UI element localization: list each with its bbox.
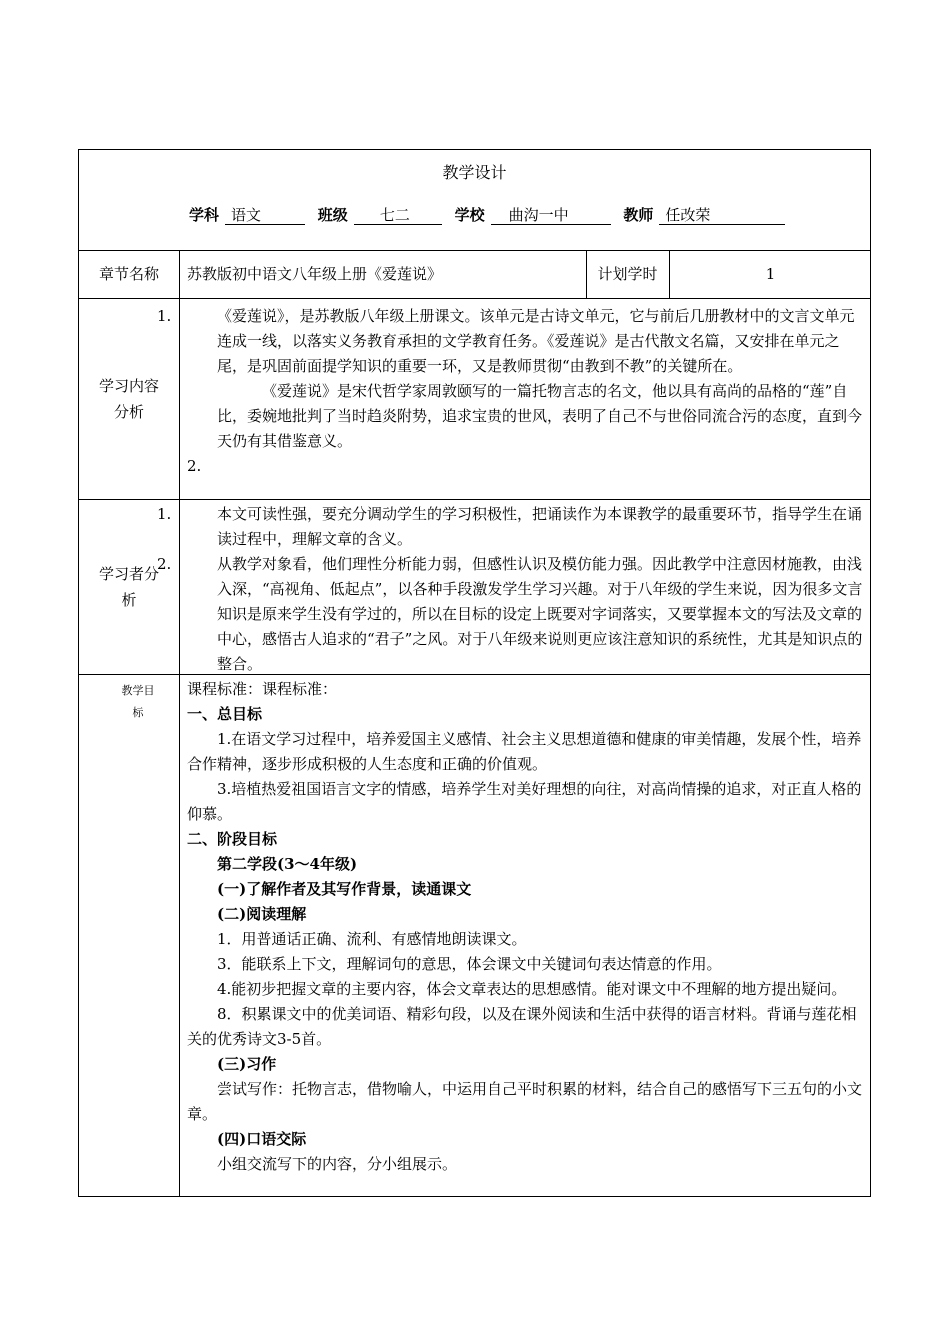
subsection-writing: (三)习作 [217, 1055, 277, 1073]
item-number: 2. [157, 555, 172, 573]
lesson-plan-table [78, 149, 871, 1197]
hours-label: 计划学时 [597, 265, 658, 283]
learner-analysis-label: 学习者分析 [98, 564, 159, 609]
subject-label: 学科 [189, 206, 220, 224]
oral-goal: 小组交流写下的内容，分小组展示。 [217, 1155, 458, 1173]
content-analysis-body [157, 304, 867, 479]
row-divider [79, 298, 870, 299]
content-item-2 [187, 454, 867, 479]
header-meta [189, 204, 793, 225]
content-item-1 [157, 304, 867, 379]
subsection-author-background: (一)了解作者及其写作背景，读通课文 [217, 880, 472, 898]
section-heading-stage: 二、阶段目标 [187, 830, 278, 848]
subsection-oral: (四)口语交际 [217, 1130, 307, 1148]
subject-value: 语文 [225, 206, 305, 225]
class-label: 班级 [317, 206, 348, 224]
writing-goal: 尝试写作：托物言志，借物喻人，中运用自己平时积累的材料，结合自己的感悟写下三五句的小文章。 [187, 1080, 863, 1123]
item-number: 1. [157, 307, 172, 325]
learner-item-1 [157, 502, 867, 552]
teacher-value: 任改荣 [659, 206, 785, 225]
page-title: 教学设计 [442, 163, 507, 182]
reading-goal-1: 1．用普通话正确、流利、有感情地朗读课文。 [217, 930, 527, 948]
item-number: 1. [157, 505, 172, 523]
learner-paragraph-2: 从教学对象看，他们理性分析能力弱，但感性认识及模仿能力强。因此教学中注意因材施教，由浅入深，“高视角、低起点”，以各种手段激发学生学习兴趣。对于八年级的学生来说，因为很多文言知识是原来学生没有学过的，所以在目标的设定上既要对字词落实，又要掌握本文的写法及文章的中心，感悟古人追求的“君子”之风。对于八年级来说则更应该注意知识的系统性，尤其是知识点的整合。 [217, 555, 863, 673]
reading-goal-3: 3．能联系上下文，理解词句的意思，体会课文中关键词句表达情意的作用。 [217, 955, 722, 973]
row-divider [79, 499, 870, 500]
teacher-label: 教师 [623, 206, 654, 224]
learner-analysis-body [157, 502, 867, 677]
content-paragraph-2: 《爱莲说》是宋代哲学家周敦颐写的一篇托物言志的名文，他以具有高尚的品格的“莲”自比，委婉地批判了当时趋炎附势，追求宝贵的世风，表明了自己不与世俗同流合污的态度，直到今天仍有其借鉴意义。 [217, 382, 863, 450]
stage-title: 第二学段(3～4年级) [217, 855, 358, 873]
chapter-value: 苏教版初中语文八年级上册《爱莲说》 [187, 265, 443, 283]
goal-3: 3.培植热爱祖国语言文字的情感，培养学生对美好理想的向往，对高尚情操的追求，对正直人格的仰慕。 [187, 780, 862, 823]
learner-item-2 [157, 552, 867, 677]
goal-1: 1.在语文学习过程中，培养爱国主义感情、社会主义思想道德和健康的审美情趣，发展个性，培养合作精神，逐步形成积极的人生态度和正确的价值观。 [187, 730, 862, 773]
school-value: 曲沟一中 [491, 206, 611, 225]
subsection-reading: (二)阅读理解 [217, 905, 307, 923]
curriculum-standard: 课程标准：课程标准： [187, 680, 338, 698]
objectives-body [187, 677, 867, 1177]
reading-goal-8: 8．积累课文中的优美词语、精彩句段，以及在课外阅读和生活中获得的语言材料。背诵与莲花相关的优秀诗文3-5首。 [187, 1005, 857, 1048]
school-label: 学校 [454, 206, 485, 224]
chapter-label: 章节名称 [98, 265, 159, 283]
content-paragraph-1: 《爱莲说》，是苏教版八年级上册课文。该单元是古诗文单元，它与前后几册教材中的文言文单元连成一线，以落实义务教育承担的文学教育任务。《爱莲说》是古代散文名篇，又安排在单元之尾，是巩固前面提学知识的重要一环，又是教师贯彻“由教到不教”的关键所在。 [217, 307, 855, 375]
reading-goal-4: 4.能初步把握文章的主要内容，体会文章表达的思想感情。能对课文中不理解的地方提出疑问。 [217, 980, 847, 998]
section-heading-general: 一、总目标 [187, 705, 263, 723]
hours-value: 1 [765, 265, 776, 283]
objectives-label: 教学目标 [121, 684, 155, 719]
learner-paragraph-1: 本文可读性强，要充分调动学生的学习积极性，把诵读作为本课教学的最重要环节，指导学生在诵读过程中，理解文章的含义。 [217, 505, 863, 548]
class-value: 七二 [354, 206, 442, 225]
item-number: 2. [187, 457, 202, 475]
content-analysis-label: 学习内容分析 [99, 376, 160, 421]
column-divider [179, 250, 180, 1196]
